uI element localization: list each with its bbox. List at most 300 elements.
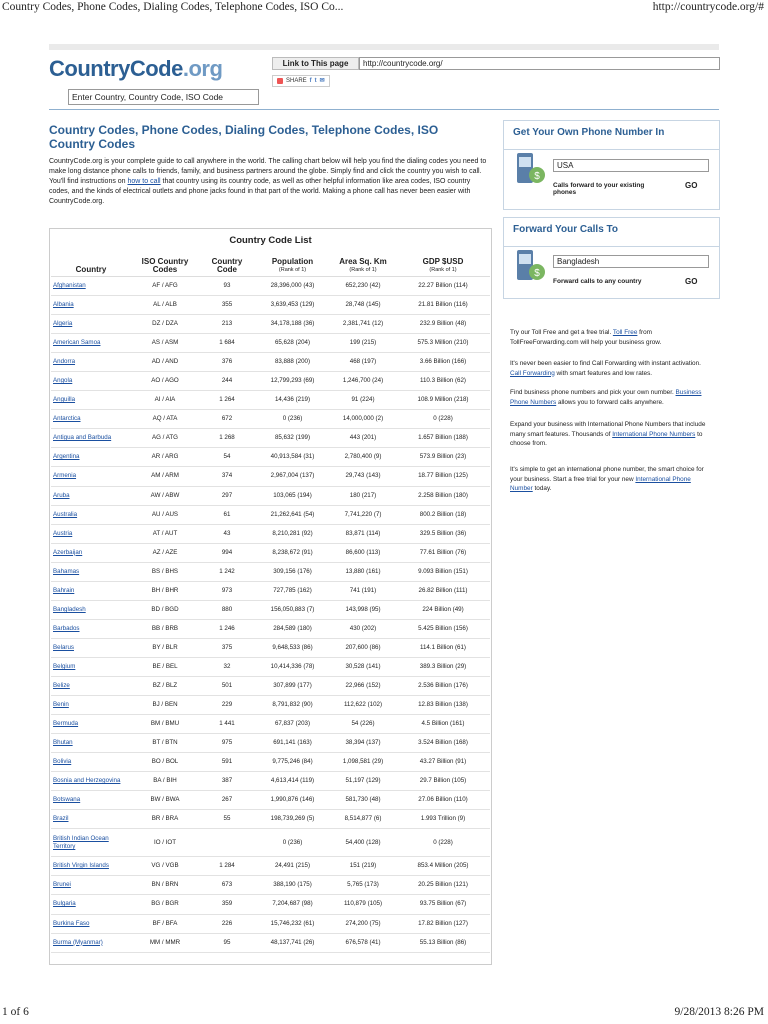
country-code-cell: 1 441 [199,715,255,734]
country-code-cell: 1 246 [199,619,255,638]
population-cell: 103,065 (194) [255,486,330,505]
country-link[interactable]: British Virgin Islands [53,862,109,870]
country-link[interactable]: Belize [53,682,70,689]
area-cell: 13,880 (161) [330,562,396,581]
country-code-cell: 1 242 [199,562,255,581]
facebook-icon: f [309,78,312,84]
col-area: Area Sq. Km (Rank of 1) [330,256,396,277]
country-link[interactable]: Bosnia and Herzegovina [53,777,121,785]
twitter-icon: t [314,78,317,84]
population-cell: 0 (236) [255,410,330,429]
country-link[interactable]: Bermuda [53,720,79,728]
how-to-call-link[interactable]: how to call [127,178,161,185]
gdp-cell: 43.27 Billion (91) [396,753,490,772]
promo-toll-free: Try our Toll Free and get a free trial. Toll Free from TollFreeForwarding.com will help your business grow. [510,329,662,346]
area-cell: 1,246,700 (24) [330,372,396,391]
table-row [51,467,490,486]
iso-code-cell: AU / AUS [131,505,199,524]
search-input[interactable]: Enter Country, Country Code, ISO Code [68,89,259,105]
area-cell: 5,765 (173) [330,876,396,895]
country-link[interactable]: Benin [53,701,69,709]
area-cell: 83,871 (114) [330,524,396,543]
country-link[interactable]: Armenia [53,472,77,480]
table-row [51,277,490,296]
country-code-cell: 229 [199,696,255,715]
area-cell: 468 (197) [330,353,396,372]
country-link[interactable]: Argentina [53,453,80,461]
population-cell: 156,050,883 (7) [255,600,330,619]
iso-code-cell: AD / AND [131,353,199,372]
phone-number-box [503,120,720,210]
area-cell: 8,514,877 (6) [330,810,396,829]
country-link[interactable]: Brunei [53,881,71,889]
country-cell [51,857,131,876]
gdp-cell: 1.657 Billion (188) [396,429,490,448]
gdp-cell: 9.093 Billion (151) [396,562,490,581]
population-cell: 3,639,453 (129) [255,296,330,315]
country-link[interactable]: Australia [53,510,78,518]
gdp-cell: 77.61 Billion (76) [396,543,490,562]
country-link[interactable]: Burma (Myanmar) [53,938,103,946]
country-cell [51,715,131,734]
population-cell: 83,888 (200) [255,353,330,372]
col-iso: ISO Country Codes [131,256,199,277]
table-row [51,914,490,933]
area-cell: 86,600 (113) [330,543,396,562]
population-cell: 65,628 (204) [255,334,330,353]
table-row [51,334,490,353]
gdp-cell: 800.2 Billion (18) [396,505,490,524]
population-cell: 67,837 (203) [255,715,330,734]
country-link[interactable]: Bahamas [53,567,80,575]
iso-code-cell: BY / BLR [131,638,199,657]
country-code-cell: 1 264 [199,391,255,410]
country-number-input[interactable]: USA [553,159,709,172]
iso-code-cell: BW / BWA [131,791,199,810]
country-link[interactable]: Belarus [53,643,74,651]
area-cell: 581,730 (48) [330,791,396,810]
iso-code-cell: BN / BRN [131,876,199,895]
population-cell: 691,141 (163) [255,734,330,753]
gdp-cell: 3.524 Billion (168) [396,734,490,753]
population-cell: 8,210,281 (92) [255,524,330,543]
population-cell: 198,739,269 (5) [255,810,330,829]
table-row [51,933,490,952]
area-cell: 207,600 (86) [330,638,396,657]
gdp-cell: 27.06 Billion (110) [396,791,490,810]
intro-paragraph: CountryCode.org is your complete guide to call anywhere in the world. The calling chart below will help you find the dialing codes you need to make long distance phone calls to friends, family, and business partners around the globe. Simply find and click the country you wish to call. You'll find instructions on how to call that country using its country code, as well as other helpful information like area codes, ISO country codes, and the kinds of electrical outlets and phone jacks found in that part of the world. Making a phone call has never been easier with CountryCode.org. [49,158,487,205]
country-cell [51,562,131,581]
promo-international-numbers: Expand your business with International Phone Numbers that include many smart features. Thousands of International Phone Numbers to choose from. [510,421,706,447]
iso-code-cell: AO / AGO [131,372,199,391]
country-cell [51,315,131,334]
share-button[interactable] [272,75,330,87]
gdp-cell: 22.27 Billion (114) [396,277,490,296]
iso-code-cell: AL / ALB [131,296,199,315]
iso-code-cell: VG / VGB [131,857,199,876]
country-cell [51,448,131,467]
table-row [51,581,490,600]
area-cell: 7,741,220 (7) [330,505,396,524]
page-label: 1 of 6 [2,1006,29,1018]
call-forwarding-link[interactable]: Call Forwarding [510,369,555,377]
area-cell: 30,528 (141) [330,657,396,676]
print-header-url: http://countrycode.org/# [652,1,764,13]
forward-country-input[interactable]: Bangladesh [553,255,709,268]
country-link[interactable]: Burkina Faso [53,919,90,927]
table-row [51,391,490,410]
iso-code-cell: BD / BGD [131,600,199,619]
country-cell [51,600,131,619]
gdp-cell: 853.4 Million (205) [396,857,490,876]
country-cell [51,914,131,933]
area-cell: 180 (217) [330,486,396,505]
population-cell: 0 (236) [255,829,330,857]
country-link[interactable]: Afghanistan [53,282,86,290]
table-row [51,657,490,676]
country-code-cell [199,829,255,857]
area-cell: 29,743 (143) [330,467,396,486]
iso-code-cell: BT / BTN [131,734,199,753]
iso-code-cell: BH / BHR [131,581,199,600]
table-row [51,619,490,638]
site-logo[interactable]: CountryCode.org [49,56,223,81]
print-timestamp: 9/28/2013 8:26 PM [674,1006,764,1018]
country-code-cell: 376 [199,353,255,372]
svg-text:$: $ [534,268,540,279]
gdp-cell: 17.82 Billion (127) [396,914,490,933]
share-label: SHARE [286,78,307,84]
population-cell: 7,204,687 (98) [255,895,330,914]
iso-code-cell: BR / BRA [131,810,199,829]
country-link[interactable]: Belgium [53,662,76,670]
country-cell [51,486,131,505]
population-cell: 388,190 (175) [255,876,330,895]
table-row [51,753,490,772]
gdp-cell: 2.258 Billion (180) [396,486,490,505]
table-row [51,315,490,334]
iso-code-cell: BS / BHS [131,562,199,581]
iso-code-cell: BG / BGR [131,895,199,914]
country-cell [51,895,131,914]
table-row [51,734,490,753]
area-cell: 22,966 (152) [330,676,396,695]
country-cell [51,391,131,410]
iso-code-cell: AG / ATG [131,429,199,448]
iso-code-cell: BO / BOL [131,753,199,772]
table-row [51,791,490,810]
phone-icon [513,151,546,189]
gdp-cell: 0 (228) [396,829,490,857]
country-code-cell: 591 [199,753,255,772]
country-code-cell: 501 [199,676,255,695]
country-cell [51,467,131,486]
area-cell: 110,879 (105) [330,895,396,914]
country-link[interactable]: Bolivia [53,758,72,766]
country-link[interactable]: Austria [53,529,73,537]
promo-international-number: It's simple to get an international phone number, the smart choice for your business. Start a free trial for your new International Phone Number today. [510,466,704,492]
header-divider [49,109,719,110]
population-cell: 14,436 (219) [255,391,330,410]
gdp-cell: 329.5 Billion (36) [396,524,490,543]
country-code-cell: 880 [199,600,255,619]
table-row [51,715,490,734]
country-link[interactable]: Azerbaijan [53,548,83,556]
print-footer [0,1004,768,1024]
table-row [51,600,490,619]
area-cell: 1,098,581 (29) [330,753,396,772]
country-cell [51,791,131,810]
country-link[interactable]: Anguilla [53,396,76,404]
area-cell: 199 (215) [330,334,396,353]
table-row [51,353,490,372]
population-cell: 85,632 (199) [255,429,330,448]
phone-icon [513,248,546,286]
area-cell: 676,578 (41) [330,933,396,952]
iso-code-cell: AI / AIA [131,391,199,410]
country-cell [51,829,131,857]
table-row [51,296,490,315]
population-cell: 15,746,232 (61) [255,914,330,933]
country-link[interactable]: Algeria [53,320,73,328]
business-phone-numbers-link[interactable]: Business Phone Numbers [510,389,702,406]
country-link[interactable]: British Indian Ocean Territory [53,834,109,850]
print-header [0,0,768,18]
country-link[interactable]: Barbados [53,624,80,632]
email-icon: ✉ [319,78,325,84]
col-population: Population (Rank of 1) [255,256,330,277]
area-cell: 151 (219) [330,857,396,876]
gdp-cell: 0 (228) [396,410,490,429]
country-cell [51,429,131,448]
country-cell [51,876,131,895]
toll-free-link[interactable]: Toll Free [612,329,638,336]
gdp-cell: 26.82 Billion (111) [396,581,490,600]
table-row [51,486,490,505]
area-cell: 51,197 (129) [330,772,396,791]
go-button-2[interactable]: GO [685,277,698,286]
table-row [51,895,490,914]
country-link[interactable]: Aruba [53,491,70,499]
country-code-cell: 1 284 [199,857,255,876]
col-code: Country Code [199,256,255,277]
gdp-cell: 4.5 Billion (161) [396,715,490,734]
country-code-cell: 387 [199,772,255,791]
country-cell [51,372,131,391]
gdp-cell: 2.536 Billion (176) [396,676,490,695]
country-cell [51,676,131,695]
population-cell: 309,156 (176) [255,562,330,581]
iso-code-cell: BZ / BLZ [131,676,199,695]
population-cell: 40,913,584 (31) [255,448,330,467]
country-code-cell: 1 684 [199,334,255,353]
country-code-cell: 43 [199,524,255,543]
country-code-cell: 93 [199,277,255,296]
country-cell [51,734,131,753]
forward-calls-box-title: Forward Your Calls To [504,218,719,247]
population-cell: 9,648,533 (86) [255,638,330,657]
country-link[interactable]: Andorra [53,358,76,366]
area-cell: 652,230 (42) [330,277,396,296]
area-cell: 14,000,000 (2) [330,410,396,429]
country-code-cell: 359 [199,895,255,914]
population-cell: 48,137,741 (26) [255,933,330,952]
forward-calls-box-label: Forward calls to any country [553,278,642,285]
country-cell [51,581,131,600]
population-cell: 21,262,641 (54) [255,505,330,524]
gdp-cell: 110.3 Billion (62) [396,372,490,391]
svg-text:$: $ [534,171,540,182]
area-cell: 2,381,741 (12) [330,315,396,334]
gdp-cell: 55.13 Billion (86) [396,933,490,952]
table-row [51,372,490,391]
phone-number-box-label: Calls forward to your existing phones [553,182,645,196]
table-row [51,829,490,857]
page-title: Country Codes, Phone Codes, Dialing Codes, Telephone Codes, ISO Country Codes [49,123,439,151]
area-cell: 430 (202) [330,619,396,638]
country-code-cell: 32 [199,657,255,676]
population-cell: 727,785 (162) [255,581,330,600]
top-bar [49,44,719,50]
country-code-table [49,228,492,965]
table-row [51,638,490,657]
population-cell: 9,775,246 (84) [255,753,330,772]
country-link[interactable]: Angola [53,377,73,385]
area-cell: 38,394 (137) [330,734,396,753]
go-button-1[interactable]: GO [685,181,698,190]
iso-code-cell: AW / ABW [131,486,199,505]
iso-code-cell: AS / ASM [131,334,199,353]
country-cell [51,334,131,353]
country-cell [51,638,131,657]
country-code-cell: 1 268 [199,429,255,448]
country-cell [51,524,131,543]
country-code-cell: 61 [199,505,255,524]
country-cell [51,505,131,524]
table-row [51,696,490,715]
area-cell: 112,622 (102) [330,696,396,715]
iso-code-cell: AZ / AZE [131,543,199,562]
iso-code-cell: AF / AFG [131,277,199,296]
share-icon [277,78,283,84]
area-cell: 54,400 (128) [330,829,396,857]
gdp-cell: 389.3 Billion (29) [396,657,490,676]
population-cell: 12,799,293 (69) [255,372,330,391]
country-code-cell: 54 [199,448,255,467]
country-cell [51,296,131,315]
gdp-cell: 18.77 Billion (125) [396,467,490,486]
col-country: Country [51,256,131,277]
gdp-cell: 12.83 Billion (138) [396,696,490,715]
country-cell [51,772,131,791]
country-link[interactable]: Brazil [53,815,69,823]
table-row [51,505,490,524]
country-link[interactable]: Bhutan [53,739,73,747]
country-link[interactable]: Antigua and Barbuda [53,434,112,442]
country-code-cell: 374 [199,467,255,486]
table-row [51,524,490,543]
iso-code-cell: AT / AUT [131,524,199,543]
country-link[interactable]: Botswana [53,796,81,804]
population-cell: 8,791,832 (90) [255,696,330,715]
iso-code-cell: BA / BIH [131,772,199,791]
gdp-cell: 5.425 Billion (156) [396,619,490,638]
table-row [51,429,490,448]
table-row [51,410,490,429]
gdp-cell: 21.81 Billion (116) [396,296,490,315]
promo-call-forwarding: It's never been easier to find Call Forwarding with instant activation. Call Forwarding with smart features and low rates. [510,360,701,377]
gdp-cell: 93.75 Billion (67) [396,895,490,914]
country-code-cell: 95 [199,933,255,952]
col-gdp: GDP $USD (Rank of 1) [396,256,490,277]
country-cell [51,657,131,676]
table-caption: Country Code List [229,235,312,246]
gdp-cell: 573.9 Billion (23) [396,448,490,467]
population-cell: 8,238,672 (91) [255,543,330,562]
iso-code-cell: BM / BMU [131,715,199,734]
iso-code-cell: BE / BEL [131,657,199,676]
table-row [51,810,490,829]
country-code-cell: 673 [199,876,255,895]
country-code-cell: 975 [199,734,255,753]
country-code-cell: 244 [199,372,255,391]
country-code-cell: 672 [199,410,255,429]
gdp-cell: 232.9 Billion (48) [396,315,490,334]
country-code-cell: 355 [199,296,255,315]
gdp-cell: 224 Billion (49) [396,600,490,619]
population-cell: 24,491 (215) [255,857,330,876]
table-header-row [51,256,490,277]
country-code-cell: 297 [199,486,255,505]
population-cell: 2,967,004 (137) [255,467,330,486]
population-cell: 28,396,000 (43) [255,277,330,296]
iso-code-cell: AM / ARM [131,467,199,486]
international-phone-number-link[interactable]: International Phone Number [510,475,691,492]
area-cell: 274,200 (75) [330,914,396,933]
table-row [51,562,490,581]
country-link[interactable]: Bahrain [53,586,75,594]
country-link[interactable]: American Samoa [53,339,101,347]
gdp-cell: 114.1 Billion (61) [396,638,490,657]
area-cell: 443 (201) [330,429,396,448]
area-cell: 28,748 (145) [330,296,396,315]
iso-code-cell: BJ / BEN [131,696,199,715]
country-link[interactable]: Bulgaria [53,900,76,908]
area-cell: 741 (191) [330,581,396,600]
population-cell: 307,899 (177) [255,676,330,695]
link-to-page-button[interactable]: Link to This page [272,57,359,70]
population-cell: 4,613,414 (119) [255,772,330,791]
gdp-cell: 108.9 Million (218) [396,391,490,410]
table-row [51,857,490,876]
iso-code-cell: IO / IOT [131,829,199,857]
country-cell [51,810,131,829]
population-cell: 1,990,876 (146) [255,791,330,810]
table-row [51,543,490,562]
country-link[interactable]: Bangladesh [53,605,86,613]
country-link[interactable]: Albania [53,301,74,309]
iso-code-cell: AR / ARG [131,448,199,467]
country-link[interactable]: Antarctica [53,415,81,423]
international-phone-numbers-link[interactable]: International Phone Numbers [612,430,696,438]
table-row [51,876,490,895]
population-cell: 284,589 (180) [255,619,330,638]
gdp-cell: 1.993 Trillion (9) [396,810,490,829]
iso-code-cell: BF / BFA [131,914,199,933]
country-cell [51,753,131,772]
country-code-cell: 213 [199,315,255,334]
link-url-field[interactable]: http://countrycode.org/ [359,57,720,70]
